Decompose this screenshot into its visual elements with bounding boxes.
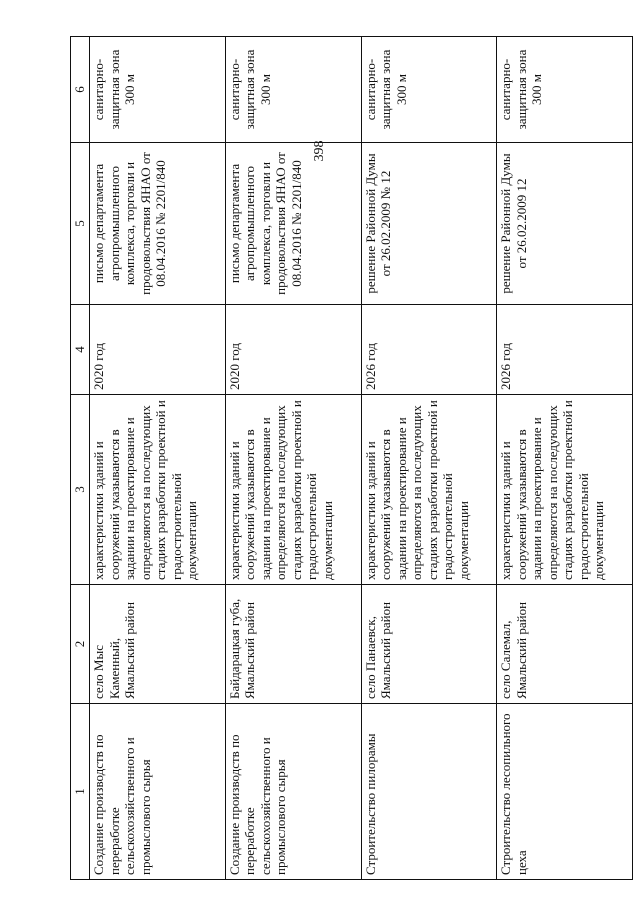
cell-text: санитарно-защитная зона 300 м (91, 49, 137, 130)
cell-object-name (225, 704, 361, 880)
cell-protection-zone (225, 37, 361, 143)
cell-text: Байдарацкая губа, Ямальский район (226, 598, 258, 699)
cell-text: характеристики зданий и сооружений указываются в задании на проектирование и определяются на последующих стадиях разработки проектной и градостроительной документации (498, 400, 607, 580)
cell-basis-document (497, 143, 633, 305)
cell-basis-document (361, 143, 497, 305)
rotated-table-container (70, 37, 633, 880)
cell-characteristics (497, 395, 633, 585)
cell-text: решение Районной Думы от 26.02.2009 № 12 (362, 153, 393, 294)
cell-text: письмо департамента агропромышленного комплекса, торговли и продовольствия ЯНАО от 08.04.2016 № 2201/840 (226, 152, 304, 295)
cell-location (361, 585, 497, 704)
page-number: 398 (312, 140, 327, 162)
cell-text: Строительство лесопильного цеха (498, 713, 529, 875)
table-row (225, 37, 361, 880)
cell-protection-zone (90, 37, 226, 143)
cell-object-name (90, 704, 226, 880)
cell-text: Строительство пилорамы (362, 733, 378, 875)
column-header-6: 6 (71, 37, 90, 143)
cell-text: 2026 год (362, 343, 378, 390)
cell-text: санитарно-защитная зона 300 м (226, 49, 273, 130)
cell-object-name (497, 704, 633, 880)
cell-text: Создание производств по переработке сельскохозяйственного и промыслового сырья (91, 734, 153, 875)
table-row (361, 37, 497, 880)
column-header-2: 2 (71, 585, 90, 704)
cell-protection-zone (361, 37, 497, 143)
cell-text: село Салемал, Ямальский район (498, 601, 529, 699)
cell-characteristics (361, 395, 497, 585)
cell-year (225, 305, 361, 395)
cell-protection-zone (497, 37, 633, 143)
column-header-4: 4 (71, 305, 90, 395)
column-header-5: 5 (71, 143, 90, 305)
cell-text: село Панаевск, Ямальский район (362, 601, 393, 699)
cell-location (225, 585, 361, 704)
cell-text: санитарно-защитная зона 300 м (362, 49, 409, 130)
cell-year (497, 305, 633, 395)
data-table (70, 36, 633, 880)
cell-basis-document (225, 143, 361, 305)
cell-object-name (361, 704, 497, 880)
cell-year (361, 305, 497, 395)
cell-basis-document (90, 143, 226, 305)
cell-year (90, 305, 226, 395)
cell-text: санитарно-защитная зона 300 м (498, 49, 545, 130)
cell-text: 2020 год (91, 343, 106, 390)
cell-text: решение Районной Думы от 26.02.2009 12 (498, 153, 529, 294)
cell-text: письмо департамента агропромышленного комплекса, торговли и продовольствия ЯНАО от 08.04.2016 № 2201/840 (91, 152, 168, 295)
cell-location (90, 585, 226, 704)
table-row (497, 37, 633, 880)
cell-characteristics (225, 395, 361, 585)
cell-text: характеристики зданий и сооружений указываются в задании на проектирование и определяются на последующих стадиях разработки проектной и градостроительной документации (91, 400, 199, 580)
cell-characteristics (90, 395, 226, 585)
cell-text: 2020 год (226, 343, 242, 390)
cell-text: 2026 год (498, 343, 514, 390)
table-header-row (71, 37, 90, 880)
cell-text: характеристики зданий и сооружений указываются в задании на проектирование и определяются на последующих стадиях разработки проектной и градостроительной документации (226, 400, 335, 580)
cell-text: село Мыс Каменный, Ямальский район (91, 601, 137, 699)
column-header-3: 3 (71, 395, 90, 585)
cell-text: характеристики зданий и сооружений указываются в задании на проектирование и определяются на последующих стадиях разработки проектной и градостроительной документации (362, 400, 471, 580)
cell-text: Создание производств по переработке сельскохозяйственного и промыслового сырья (226, 734, 289, 875)
cell-location (497, 585, 633, 704)
column-header-1: 1 (71, 704, 90, 880)
table-row (90, 37, 226, 880)
